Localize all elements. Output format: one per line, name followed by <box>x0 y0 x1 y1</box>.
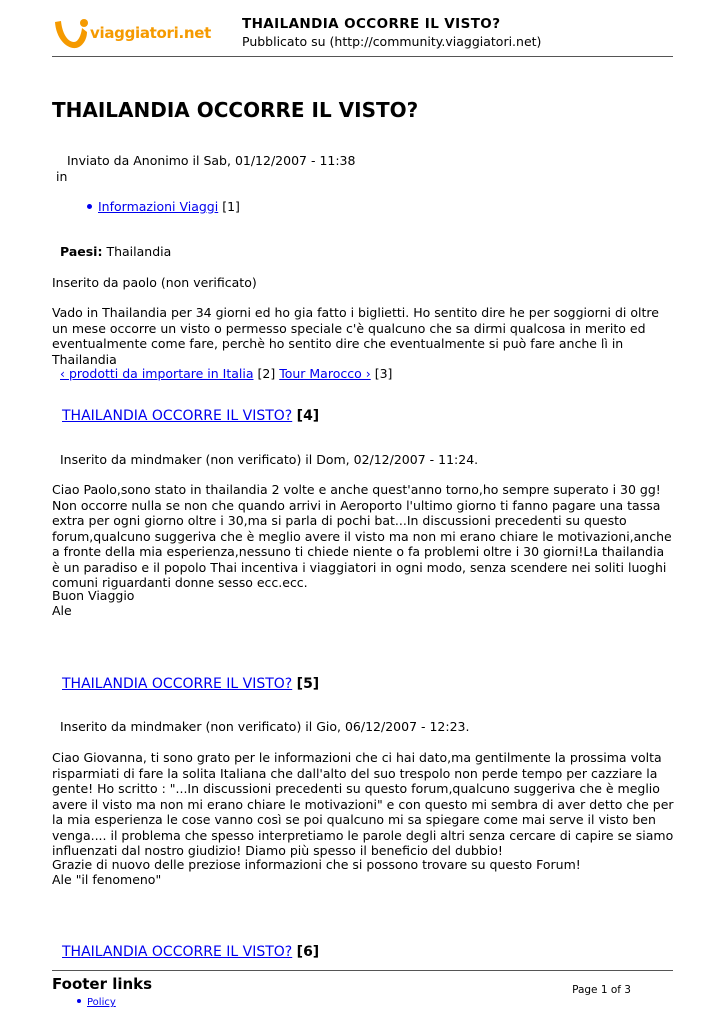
comment-ref: [4] <box>296 408 320 424</box>
header-subtitle: Pubblicato su (http://community.viaggiatori.net) <box>242 34 542 49</box>
comment-body: Ciao Giovanna, ti sono grato per le informazioni che ci hai dato,ma gentilmente la prossima volta risparmiati di fare la solita Italiana che dall'alto del suo trespolo non perde tempo per cazziare la gente! Ho scritto : "...In discussioni precedenti su questo forum,qualcuno suggeriva che è meglio avere il visto ma non mi erano chiare le motivazioni" e con questo mi sembra di aver detto che per la mia esperienza le cose vanno così se poi qualcuno mi sa spiegare come mai serve il visto ben venga.... il problema che spesso interpretiamo le parole degli altri senza cercare di capire se siamo influenzati dal nostro giudizio! Diamo più spesso il beneficio del dubbio! <box>52 750 674 858</box>
comment-sign-name: Ale "il fenomeno" <box>52 872 162 887</box>
comment-title-link[interactable]: THAILANDIA OCCORRE IL VISTO? <box>62 944 293 960</box>
page-title: THAILANDIA OCCORRE IL VISTO? <box>52 98 419 122</box>
paesi-value: Thailandia <box>106 244 172 259</box>
comment-title <box>62 676 319 692</box>
policy-link[interactable]: Policy <box>87 997 116 1008</box>
category-ref: [1] <box>222 199 240 214</box>
category-link[interactable]: Informazioni Viaggi <box>98 199 219 214</box>
footer-title: Footer links <box>52 975 153 993</box>
prev-post-link[interactable]: ‹ prodotti da importare in Italia <box>60 366 254 381</box>
comment-ref: [6] <box>296 944 320 960</box>
comment-body: Ciao Paolo,sono stato in thailandia 2 volte e anche quest'anno torno,ho sempre superato i 30 gg! Non occorre nulla se non che quando arrivi in Aeroporto l'ultimo giorno ti fanno pagare una tassa extra per ogni giorno oltre i 30,ma si parla di pochi bat...In discussioni precedenti su questo forum,qualcuno suggeriva che è meglio avere il visto ma non mi erano chiare le motivazioni,anche a fronte della mia esperienza,nessuno ti chiede niente o fa problemi oltre i 30 giorni!La thailandia è un paradiso e il popolo Thai incentiva i viaggiatori in ogni modo, senza scendere nei soliti luoghi comuni riguardanti donne sesso ecc.ecc. <box>52 482 672 590</box>
comment-title-link[interactable]: THAILANDIA OCCORRE IL VISTO? <box>62 676 293 692</box>
paesi-label: Paesi: <box>60 244 103 259</box>
comment-title <box>62 408 319 424</box>
comment-sign-name: Ale <box>52 603 72 618</box>
post-body: Vado in Thailandia per 34 giorni ed ho gia fatto i biglietti. Ho sentito dire he per soggiorni di oltre un mese occorre un visto o permesso speciale c'è qualcuno che sa dirmi qualcosa in merito ed eventualmente come fare, perchè ho sentito dire che eventualmente si può fare anche lì in Thailandia <box>52 305 659 367</box>
post-author: Inserito da paolo (non verificato) <box>52 275 257 290</box>
list-item <box>87 199 240 215</box>
page-number: Page 1 of 3 <box>572 984 631 996</box>
next-post-ref: [3] <box>374 366 393 381</box>
logo-text: viaggiatori.net <box>90 24 212 42</box>
comment-meta: Inserito da mindmaker (non verificato) il Gio, 06/12/2007 - 12:23. <box>60 719 470 734</box>
logo-badge-icon <box>52 16 90 52</box>
site-logo[interactable] <box>52 16 212 52</box>
page-header <box>52 14 673 57</box>
comment-title-link[interactable]: THAILANDIA OCCORRE IL VISTO? <box>62 408 293 424</box>
bullet-icon <box>77 999 81 1003</box>
post-navigation <box>60 366 392 382</box>
comment-sign-line: Grazie di nuovo delle preziose informazioni che si possono trovare su questo Forum! <box>52 857 581 872</box>
post-in-label: in <box>56 169 68 184</box>
category-list <box>87 199 240 215</box>
footer-link-item <box>77 997 116 1008</box>
comment-title <box>62 944 319 960</box>
bullet-icon <box>87 204 92 209</box>
next-post-link[interactable]: Tour Marocco › <box>279 366 371 381</box>
paesi-row <box>60 244 171 260</box>
comment-ref: [5] <box>296 676 320 692</box>
prev-post-ref: [2] <box>257 366 276 381</box>
comment-meta: Inserito da mindmaker (non verificato) il Dom, 02/12/2007 - 11:24. <box>60 452 479 467</box>
comment-sign-line: Buon Viaggio <box>52 588 135 603</box>
page-footer <box>52 970 673 1008</box>
post-meta: Inviato da Anonimo il Sab, 01/12/2007 - 11:38 <box>67 153 356 168</box>
header-title: THAILANDIA OCCORRE IL VISTO? <box>242 16 501 32</box>
